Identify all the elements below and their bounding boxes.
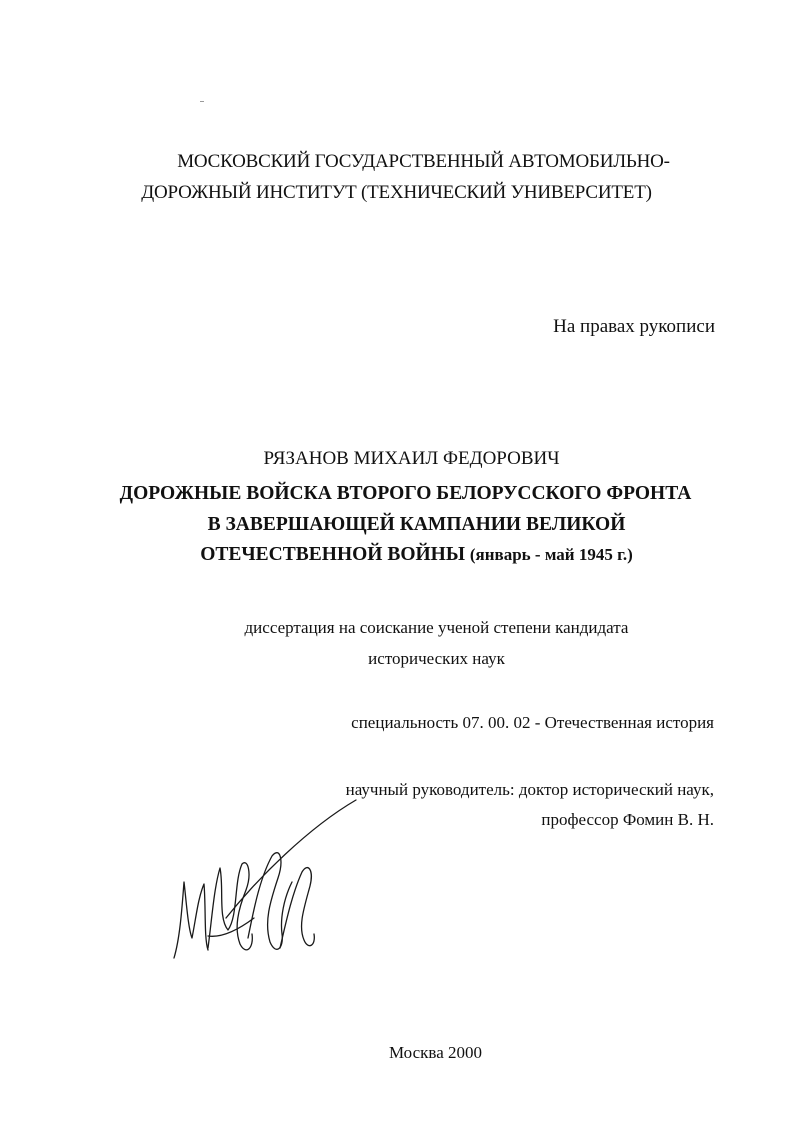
dissertation-title	[0, 479, 793, 571]
scan-speck	[200, 101, 204, 102]
specialty-code: специальность 07. 00. 02 - Отечественная история	[351, 713, 714, 732]
handwritten-signature	[168, 798, 368, 978]
title-line-3	[0, 540, 793, 571]
title-line-1: ДОРОЖНЫЕ ВОЙСКА ВТОРОГО БЕЛОРУССКОГО ФРОНТА	[119, 483, 692, 504]
city-and-year: Москва 2000	[388, 1043, 483, 1062]
supervisor-line-2: профессор Фомин В. Н.	[541, 810, 714, 829]
title-line-3-main: ОТЕЧЕСТВЕННОЙ ВОЙНЫ	[200, 544, 465, 565]
scientific-supervisor	[346, 775, 714, 835]
degree-line-1: диссертация на соискание ученой степени кандидата	[244, 618, 629, 637]
signature-stroke-4	[248, 853, 292, 950]
degree-line-2: исторических наук	[368, 649, 505, 668]
institution-name	[0, 146, 793, 208]
manuscript-rights-note: На правах рукописи	[553, 316, 715, 337]
author-name: РЯЗАНОВ МИХАИЛ ФЕДОРОВИЧ	[263, 448, 560, 469]
signature-stroke-6	[208, 918, 254, 936]
institution-line-1: МОСКОВСКИЙ ГОСУДАРСТВЕННЫЙ АВТОМОБИЛЬНО-	[177, 151, 670, 172]
supervisor-line-1: научный руководитель: доктор исторический наук,	[345, 780, 714, 799]
title-line-2: В ЗАВЕРШАЮЩЕЙ КАМПАНИИ ВЕЛИКОЙ	[207, 513, 626, 535]
signature-stroke-5	[280, 868, 314, 948]
signature-stroke-2	[174, 882, 208, 958]
institution-line-2: ДОРОЖНЫЙ ИНСТИТУТ (ТЕХНИЧЕСКИЙ УНИВЕРСИТЕТ)	[141, 182, 652, 203]
signature-stroke-1	[226, 800, 356, 918]
title-dates: (январь - май 1945 г.)	[469, 545, 633, 564]
degree-statement	[0, 612, 793, 674]
